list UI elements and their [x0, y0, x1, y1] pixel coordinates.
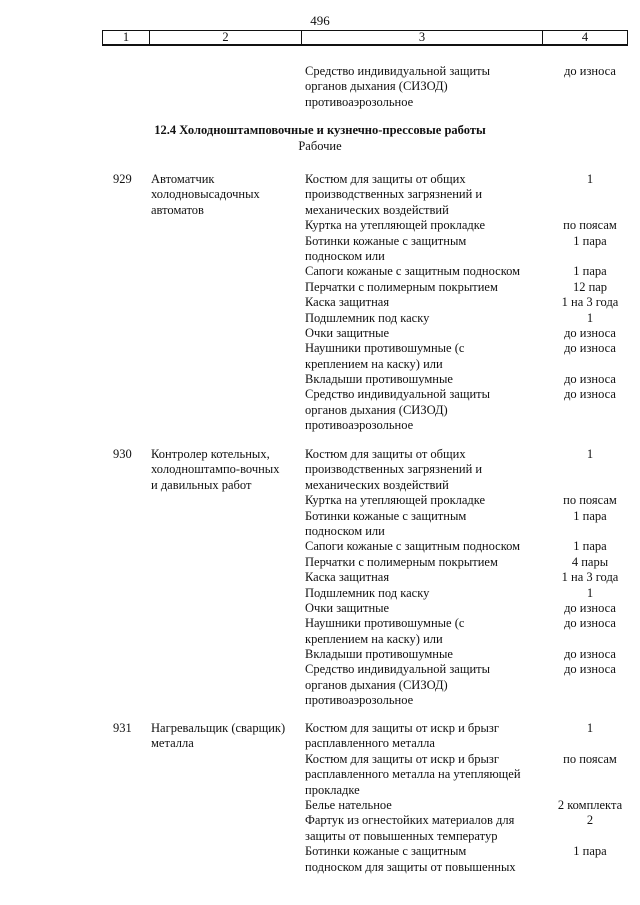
item-name: производственных загрязнений и — [305, 187, 483, 202]
item-name: Наушники противошумные (с — [305, 341, 465, 356]
item-name: Костюм для защиты от искр и брызг — [305, 721, 500, 735]
item-norm: до износа — [564, 647, 616, 662]
item-name: Подшлемник под каску — [305, 310, 430, 325]
table-row — [0, 64, 640, 79]
item-name: Костюм для защиты от общих — [305, 172, 466, 186]
item-norm: до износа — [564, 600, 616, 615]
table-row — [0, 829, 640, 844]
item-name: Костюм для защиты от общих — [305, 447, 466, 461]
item-name: Каска защитная — [305, 570, 390, 585]
table-row — [0, 218, 640, 233]
table-row — [0, 95, 640, 110]
item-norm: 2 — [586, 813, 594, 828]
table-row — [0, 478, 640, 493]
table-row — [0, 234, 640, 249]
item-name: противоаэрозольное — [305, 94, 414, 109]
column-header-row — [102, 30, 628, 46]
table-row — [0, 721, 640, 736]
table-row — [0, 632, 640, 647]
profession-line: холодноштампо-вочных — [151, 462, 280, 477]
table-row — [0, 647, 640, 662]
table-row — [0, 693, 640, 708]
item-name: Средство индивидуальной защиты — [305, 662, 491, 677]
item-norm: 1 пара — [573, 508, 607, 523]
item-norm: по поясам — [563, 493, 617, 508]
item-name: Фартук из огнестойких материалов для — [305, 813, 515, 828]
section-subtitle: Рабочие — [298, 139, 342, 153]
item-name: защиты от повышенных температур — [305, 828, 498, 843]
item-name: Наушники противошумные (с — [305, 616, 465, 631]
table-row — [0, 249, 640, 264]
item-norm: до износа — [564, 387, 616, 402]
profession-line: автоматов — [151, 202, 204, 217]
table-row — [0, 447, 640, 462]
item-norm: 1 — [586, 447, 594, 461]
profession-line: и давильных работ — [151, 477, 252, 492]
item-name: прокладке — [305, 782, 360, 797]
item-name: Очки защитные — [305, 600, 390, 615]
item-name: Перчатки с полимерным покрытием — [305, 279, 498, 294]
table-row — [0, 509, 640, 524]
page-number: 496 — [310, 13, 330, 28]
item-name: Перчатки с полимерным покрытием — [305, 554, 498, 569]
item-norm: по поясам — [563, 218, 617, 233]
column-header-2: 2 — [149, 31, 301, 44]
column-header-4: 4 — [542, 31, 627, 44]
item-norm: 1 пара — [573, 844, 607, 859]
profession-line: металла — [151, 736, 194, 751]
table-row — [0, 403, 640, 418]
table-row — [0, 570, 640, 585]
item-norm: 12 пар — [572, 279, 608, 294]
item-norm: 2 комплекта — [557, 797, 623, 812]
item-name: Ботинки кожаные с защитным — [305, 233, 467, 248]
item-norm: по поясам — [563, 751, 617, 766]
item-name: подноском для защиты от повышенных — [305, 859, 516, 874]
table-row — [0, 203, 640, 218]
entry-number: 930 — [113, 447, 132, 461]
table-row — [0, 357, 640, 372]
item-norm: до износа — [564, 662, 616, 677]
entry-929 — [0, 172, 640, 434]
entry-931 — [0, 721, 640, 875]
item-norm: до износа — [564, 325, 616, 340]
item-norm: 1 — [586, 721, 594, 735]
table-row — [0, 79, 640, 94]
entry-rows — [0, 721, 640, 875]
item-norm: 1 — [586, 585, 594, 600]
item-name: креплением на каску) или — [305, 356, 443, 371]
item-norm: 1 пара — [573, 264, 607, 279]
profession-line: холодновысадочных — [151, 187, 260, 202]
item-name: Куртка на утепляющей прокладке — [305, 493, 486, 508]
table-row — [0, 341, 640, 356]
item-name: Белье нательное — [305, 797, 392, 812]
item-name: Костюм для защиты от искр и брызг — [305, 751, 500, 766]
table-row — [0, 601, 640, 616]
table-row — [0, 187, 640, 202]
item-name: Вкладыши противошумные — [305, 647, 453, 662]
entry-rows — [0, 172, 640, 434]
item-name: Средство индивидуальной защиты — [305, 64, 491, 78]
profession-line: Автоматчик — [151, 172, 215, 186]
table-row — [0, 798, 640, 813]
item-name: Сапоги кожаные с защитным подноском — [305, 264, 521, 279]
item-norm: до износа — [564, 616, 616, 631]
profession-line: Нагревальщик (сварщик) — [151, 721, 286, 735]
table-row — [0, 372, 640, 387]
item-name: Ботинки кожаные с защитным — [305, 508, 467, 523]
item-name: механических воздействий — [305, 477, 449, 492]
profession-line: Контролер котельных, — [151, 447, 270, 461]
table-row — [0, 311, 640, 326]
column-header-3: 3 — [301, 31, 542, 44]
item-name: органов дыхания (СИЗОД) — [305, 402, 448, 417]
continuation-block — [0, 64, 640, 110]
item-name: противоаэрозольное — [305, 418, 414, 433]
table-row — [0, 662, 640, 677]
table-row — [0, 616, 640, 631]
item-name: противоаэрозольное — [305, 693, 414, 708]
entry-rows — [0, 447, 640, 709]
item-name: Вкладыши противошумные — [305, 372, 453, 387]
table-row — [0, 280, 640, 295]
item-name: механических воздействий — [305, 202, 449, 217]
table-row — [0, 767, 640, 782]
item-norm: 1 на 3 года — [561, 295, 619, 310]
table-row — [0, 524, 640, 539]
table-row — [0, 539, 640, 554]
item-name: Средство индивидуальной защиты — [305, 387, 491, 402]
table-row — [0, 678, 640, 693]
table-row — [0, 783, 640, 798]
table-row — [0, 752, 640, 767]
item-name: подноском или — [305, 248, 385, 263]
table-row — [0, 295, 640, 310]
item-name: Очки защитные — [305, 325, 390, 340]
item-norm: 1 пара — [573, 539, 607, 554]
item-name: Сапоги кожаные с защитным подноском — [305, 539, 521, 554]
table-row — [0, 387, 640, 402]
item-name: расплавленного металла — [305, 736, 435, 751]
table-row — [0, 844, 640, 859]
item-norm: 4 пары — [571, 554, 609, 569]
item-name: органов дыхания (СИЗОД) — [305, 79, 448, 94]
table-row — [0, 586, 640, 601]
table-row — [0, 555, 640, 570]
item-norm: до износа — [564, 341, 616, 356]
table-row — [0, 418, 640, 433]
item-norm: до износа — [564, 372, 616, 387]
item-name: креплением на каску) или — [305, 631, 443, 646]
item-norm: 1 пара — [573, 233, 607, 248]
table-row — [0, 462, 640, 477]
item-name: органов дыхания (СИЗОД) — [305, 677, 448, 692]
item-name: производственных загрязнений и — [305, 462, 483, 477]
item-norm: 1 — [586, 310, 594, 325]
item-norm: 1 — [586, 172, 594, 186]
table-row — [0, 264, 640, 279]
item-norm: до износа — [564, 64, 616, 78]
entry-number: 929 — [113, 172, 132, 186]
section-title: 12.4 Холодноштамповочные и кузнечно-прессовые работы — [154, 123, 486, 137]
table-row — [0, 172, 640, 187]
entry-number: 931 — [113, 721, 132, 735]
item-name: Каска защитная — [305, 295, 390, 310]
item-name: Подшлемник под каску — [305, 585, 430, 600]
table-row — [0, 736, 640, 751]
item-name: Ботинки кожаные с защитным — [305, 844, 467, 859]
table-row — [0, 326, 640, 341]
column-header-1: 1 — [122, 30, 130, 44]
table-row — [0, 493, 640, 508]
table-row — [0, 813, 640, 828]
table-row — [0, 860, 640, 875]
item-name: подноском или — [305, 523, 385, 538]
item-norm: 1 на 3 года — [561, 570, 619, 585]
item-name: Куртка на утепляющей прокладке — [305, 218, 486, 233]
item-name: расплавленного металла на утепляющей — [305, 767, 521, 782]
entry-930 — [0, 447, 640, 709]
